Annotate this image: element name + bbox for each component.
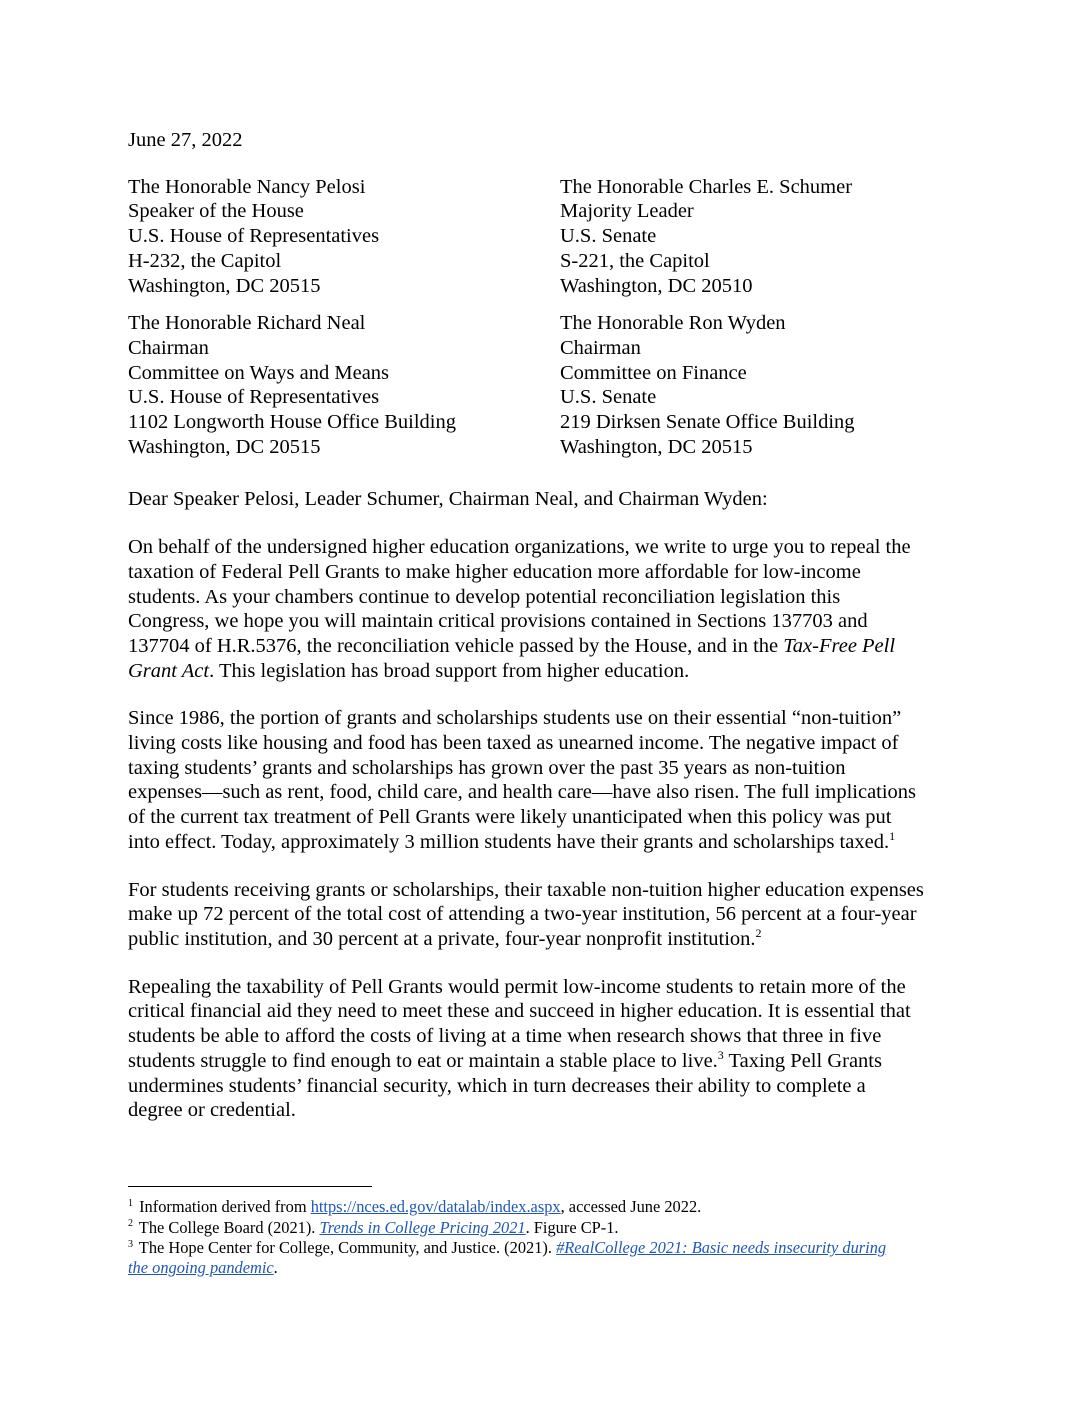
footnote-1: [128, 1197, 956, 1217]
nces-datalab-link[interactable]: https://nces.ed.gov/datalab/index.aspx: [310, 1197, 561, 1216]
text-line: On behalf of the undersigned higher education organizations, we write to urge you to repeal the: [128, 536, 911, 559]
address-line: 1102 Longworth House Office Building: [128, 411, 456, 434]
address-line: S-221, the Capitol: [560, 249, 710, 272]
address-line: Washington, DC 20515: [128, 274, 321, 297]
address-line: Washington, DC 20510: [560, 274, 753, 297]
address-line: The Honorable Charles E. Schumer: [560, 175, 853, 198]
text-line: [128, 830, 956, 855]
footnote-number: 3: [128, 1238, 133, 1250]
realcollege-report-link[interactable]: #RealCollege 2021: Basic needs insecurity during: [556, 1238, 887, 1257]
address-line: Chairman: [560, 336, 641, 359]
address-line: U.S. House of Representatives: [128, 225, 380, 248]
footnote-3: [128, 1238, 956, 1278]
text-line: students be able to afford the costs of living at a time when research shows that three in five: [128, 1025, 882, 1048]
text-run: . Figure CP-1.: [525, 1217, 619, 1237]
address-line: Washington, DC 20515: [128, 435, 321, 458]
footnote-ref[interactable]: 1: [889, 829, 896, 844]
text-line: [128, 659, 956, 684]
recipient-addresses: [128, 175, 956, 460]
text-line: [128, 1218, 956, 1238]
act-title: Tax-Free Pell: [783, 634, 896, 657]
text-run: Information derived from: [135, 1197, 311, 1216]
trends-college-pricing-link[interactable]: Trends in College Pricing 2021: [319, 1217, 526, 1237]
address-line: 219 Dirksen Senate Office Building: [560, 411, 855, 434]
recipient-neal: [128, 311, 560, 459]
address-line: Committee on Finance: [560, 361, 747, 384]
address-line: Committee on Ways and Means: [128, 361, 390, 384]
letter-date: June 27, 2022: [128, 129, 243, 151]
text-line: Repealing the taxability of Pell Grants would permit low-income students to retain more of the: [128, 975, 906, 998]
text-run: , accessed June 2022.: [560, 1197, 702, 1216]
text-run: public institution, and 30 percent at a private, four-year nonprofit institution.: [128, 927, 756, 950]
text-run: . This legislation has broad support from higher education.: [209, 659, 690, 682]
footnote-ref[interactable]: 2: [755, 926, 762, 941]
text-line: of the current tax treatment of Pell Grants were likely unanticipated when this policy was put: [128, 806, 892, 829]
paragraph-impact: [128, 975, 956, 1123]
act-title: Grant Act: [128, 659, 210, 682]
footnote-ref[interactable]: 3: [717, 1047, 724, 1062]
paragraph-repeal-request: [128, 535, 956, 683]
address-line: Chairman: [128, 336, 209, 359]
text-line: expenses—such as rent, food, child care, and health care—have also risen. The full implications: [128, 781, 917, 804]
address-line: H-232, the Capitol: [128, 249, 282, 272]
recipient-schumer: [560, 175, 956, 299]
text-line: undermines students’ financial security, which in turn decreases their ability to complete a: [128, 1074, 866, 1097]
address-line: U.S. House of Representatives: [128, 386, 380, 409]
address-line: U.S. Senate: [560, 386, 657, 409]
text-line: [128, 1238, 956, 1258]
text-line: [128, 1258, 956, 1278]
text-line: degree or credential.: [128, 1099, 296, 1122]
text-run: into effect. Today, approximately 3 million students have their grants and scholarships taxed.: [128, 830, 890, 853]
footnotes: [128, 1197, 956, 1279]
letter-body: [128, 128, 956, 1123]
salutation: Dear Speaker Pelosi, Leader Schumer, Chairman Neal, and Chairman Wyden:: [128, 488, 768, 511]
text-run: The Hope Center for College, Community, and Justice. (2021).: [135, 1238, 557, 1257]
address-line: The Honorable Richard Neal: [128, 312, 366, 335]
address-line: Washington, DC 20515: [560, 435, 753, 458]
text-run: .: [273, 1258, 278, 1277]
text-run: 137704 of H.R.5376, the reconciliation vehicle passed by the House, and in the: [128, 634, 784, 657]
paragraph-costs: [128, 878, 956, 952]
realcollege-report-link-cont[interactable]: the ongoing pandemic: [128, 1258, 274, 1277]
address-line: Speaker of the House: [128, 200, 304, 223]
text-line: living costs like housing and food has been taxed as unearned income. The negative impact of: [128, 732, 899, 755]
text-line: students. As your chambers continue to develop potential reconciliation legislation this: [128, 585, 841, 608]
text-line: Since 1986, the portion of grants and scholarships students use on their essential “non-tuition”: [128, 707, 902, 730]
footnote-number: 1: [128, 1197, 133, 1209]
text-line: [128, 1197, 956, 1217]
text-line: [128, 1049, 956, 1074]
address-line: Majority Leader: [560, 200, 694, 223]
paragraph-history: [128, 706, 956, 854]
address-line: The Honorable Ron Wyden: [560, 312, 786, 335]
text-run: The College Board (2021).: [135, 1217, 320, 1237]
text-run: students struggle to find enough to eat or maintain a stable place to live.: [128, 1049, 718, 1072]
text-run: Taxing Pell Grants: [723, 1049, 882, 1072]
footnote-number: 2: [128, 1218, 133, 1230]
text-line: For students receiving grants or scholarships, their taxable non-tuition higher education expenses: [128, 878, 924, 901]
text-line: taxing students’ grants and scholarships has grown over the past 35 years as non-tuition: [128, 756, 846, 779]
text-line: Congress, we hope you will maintain critical provisions contained in Sections 137703 and: [128, 610, 868, 633]
footnote-divider: [128, 1186, 372, 1187]
address-line: The Honorable Nancy Pelosi: [128, 175, 366, 198]
text-line: [128, 927, 956, 952]
address-line: U.S. Senate: [560, 225, 657, 248]
text-line: taxation of Federal Pell Grants to make higher education more affordable for low-income: [128, 560, 861, 583]
text-line: [128, 634, 956, 659]
recipient-wyden: [560, 311, 956, 459]
footnote-2: [128, 1218, 956, 1238]
text-line: critical financial aid they need to meet these and succeed in higher education. It is essential that: [128, 1000, 911, 1023]
recipient-pelosi: [128, 175, 560, 299]
text-line: make up 72 percent of the total cost of attending a two-year institution, 56 percent at a four-year: [128, 903, 917, 926]
